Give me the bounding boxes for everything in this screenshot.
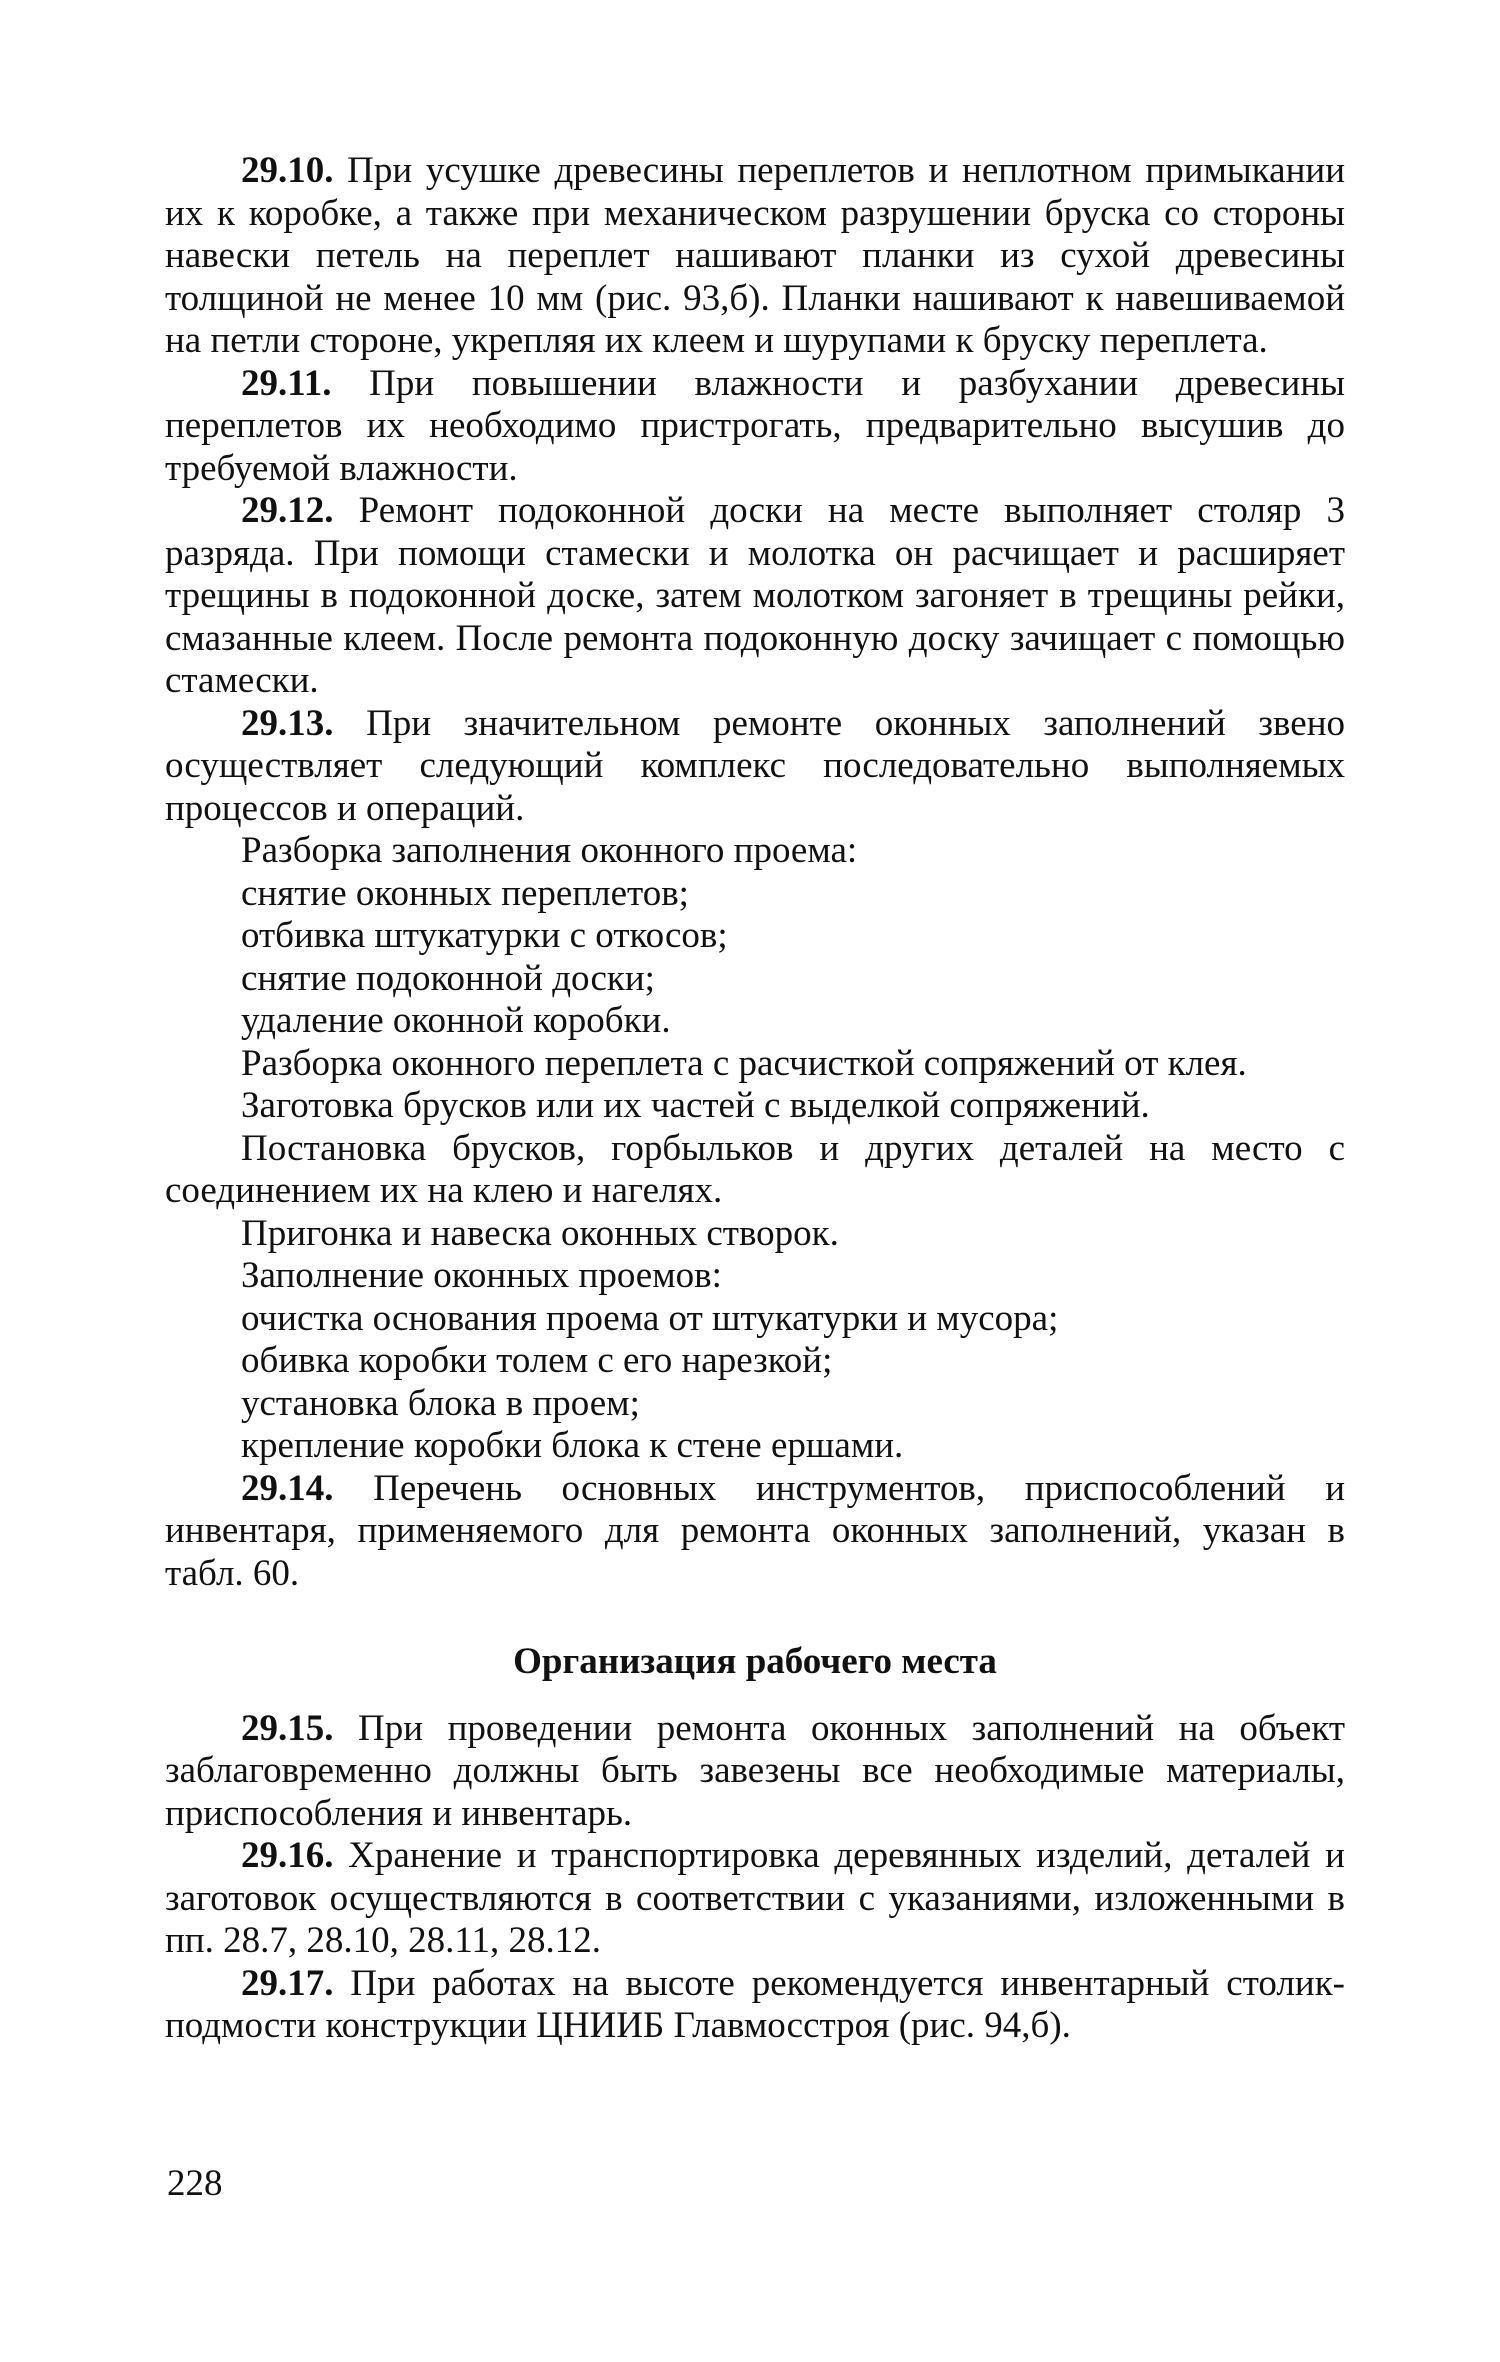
paragraph-29-16 xyxy=(165,1835,1345,1963)
list-item: Заготовка брусков или их частей с выделкой сопряжений. xyxy=(241,1085,1150,1126)
paragraph-29-17 xyxy=(165,1963,1345,2048)
paragraph-29-12 xyxy=(165,490,1345,703)
paragraph-29-14 xyxy=(165,1468,1345,1596)
list-item: очистка основания проема от штукатурки и мусора; xyxy=(241,1297,1059,1339)
page-number: 228 xyxy=(167,2163,223,2204)
list-item: отбивка штукатурки с откосов; xyxy=(241,915,728,956)
section-heading: Организация рабочего места xyxy=(513,1641,997,1682)
paragraph-text: Ремонт подоконной доски на месте выполняет столяр 3 разряда. При помощи стамески и молотка он расчищает и расширяет трещины в подоконной доске, затем молотком загоняет в трещины рейки, смазанные клеем. После ремонта подоконную доску зачищает с помощью стамески. xyxy=(165,490,1345,701)
paragraph-number: 29.10. xyxy=(241,150,334,191)
paragraph-text: Перечень основных инструментов, приспособлений и инвентаря, применяемого для ремонта оконных заполнений, указан в табл. 60. xyxy=(165,1467,1345,1594)
paragraph-29-13 xyxy=(165,703,1345,831)
paragraph-number: 29.13. xyxy=(241,702,334,744)
list-item: Постановка брусков, горбыльков и других деталей на место с соединением их на клею и нагелях. xyxy=(165,1127,1345,1211)
list-item: обивка коробки толем с его нарезкой; xyxy=(241,1340,833,1381)
paragraph-text: При повышении влажности и разбухании древесины переплетов их необходимо пристрогать, предварительно высушив до требуемой влажности. xyxy=(165,362,1345,489)
paragraph-number: 29.15. xyxy=(241,1707,334,1749)
list-item: крепление коробки блока к стене ершами. xyxy=(241,1425,904,1466)
list-item: снятие оконных переплетов; xyxy=(241,872,689,914)
paragraph-number: 29.14. xyxy=(241,1467,334,1509)
page-content xyxy=(165,150,1345,2048)
list-item: установка блока в проем; xyxy=(241,1382,640,1424)
list-item: Разборка оконного переплета с расчисткой сопряжений от клея. xyxy=(241,1042,1247,1084)
paragraph-text: При проведении ремонта оконных заполнений на объект заблаговременно должны быть завезены все необходимые материалы, приспособления и инвентарь. xyxy=(165,1707,1345,1834)
list-item: Заполнение оконных проемов: xyxy=(241,1255,722,1296)
paragraph-number: 29.16. xyxy=(241,1835,334,1876)
list-item: Пригонка и навеска оконных створок. xyxy=(241,1212,839,1254)
paragraph-number: 29.11. xyxy=(241,362,332,404)
list-item: удаление оконной коробки. xyxy=(241,1000,671,1041)
paragraph-text: Хранение и транспортировка деревянных изделий, деталей и заготовок осуществляются в соответствии с указаниями, изложенными в пп. 28.7, 28.10, 28.11, 28.12. xyxy=(165,1835,1345,1961)
list-item: снятие подоконной доски; xyxy=(241,957,655,999)
list-item: Разборка заполнения оконного проема: xyxy=(241,830,858,871)
operations-list-installation xyxy=(165,1213,1345,1468)
paragraph-text: При усушке древесины переплетов и неплотном примыкании их к коробке, а также при механическом разрушении бруска со стороны навески петель на переплет нашивают планки из сухой древесины толщиной не менее 10 мм (рис. 93,б). Планки нашивают к навешиваемой на петли стороне, укрепляя их клеем и шурупами к бруску переплета. xyxy=(165,150,1345,361)
paragraph-29-15 xyxy=(165,1708,1345,1836)
paragraph-29-10 xyxy=(165,150,1345,363)
operations-list-dismantling xyxy=(165,830,1345,1043)
paragraph-29-11 xyxy=(165,363,1345,491)
paragraph-text: При значительном ремонте оконных заполнений звено осуществляет следующий комплекс последовательно выполняемых процессов и операций. xyxy=(165,702,1345,829)
paragraph-number: 29.17. xyxy=(241,1962,334,2004)
paragraph-number: 29.12. xyxy=(241,490,334,531)
paragraph-text: При работах на высоте рекомендуется инвентарный столик-подмости конструкции ЦНИИБ Главмосстроя (рис. 94,б). xyxy=(165,1962,1345,2046)
operations-list-repair xyxy=(165,1043,1345,1213)
